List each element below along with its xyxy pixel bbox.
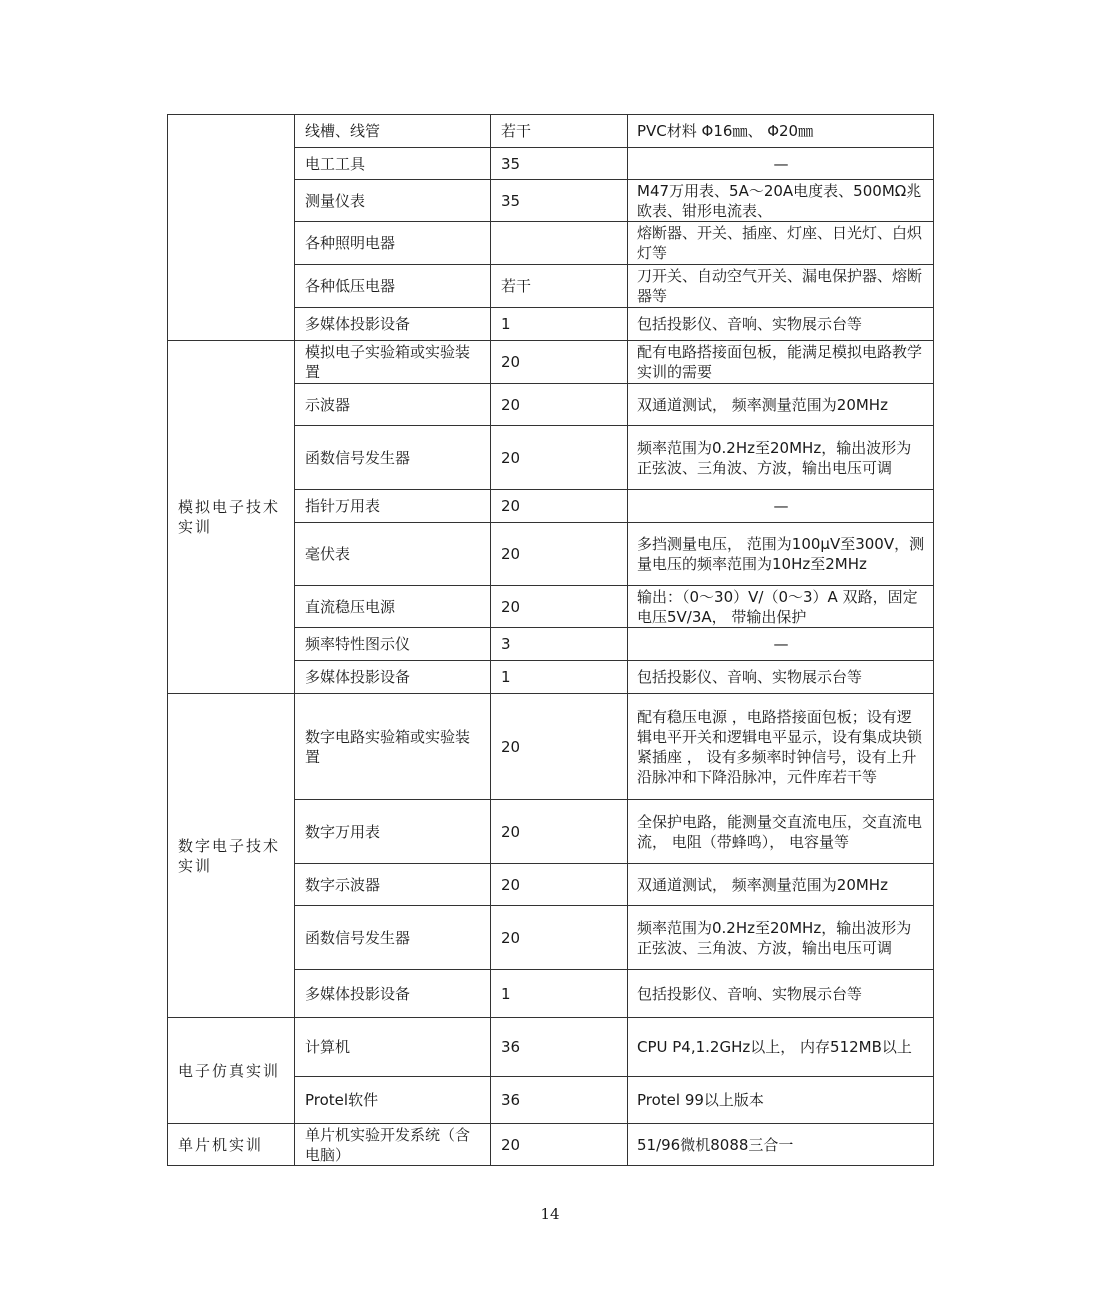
item-name: 单片机实验开发系统（含电脑）: [295, 1124, 491, 1166]
category-cell: 电子仿真实训: [168, 1018, 295, 1124]
table-row: [168, 1018, 934, 1077]
item-name: 数字电路实验箱或实验装置: [295, 694, 491, 800]
item-name: 线槽、线管: [295, 115, 491, 148]
item-quantity: 35: [491, 148, 628, 180]
item-name: 数字示波器: [295, 864, 491, 906]
item-quantity: 20: [491, 1124, 628, 1166]
item-note: 熔断器、开关、插座、灯座、日光灯、白炽灯等: [628, 222, 934, 265]
item-quantity: 20: [491, 864, 628, 906]
item-quantity: 1: [491, 970, 628, 1018]
item-note: 频率范围为0.2Hz至20MHz，输出波形为正弦波、三角波、方波，输出电压可调: [628, 906, 934, 970]
item-quantity: 20: [491, 384, 628, 426]
item-note: PVC材料 Φ16㎜、 Φ20㎜: [628, 115, 934, 148]
item-name: 指针万用表: [295, 490, 491, 523]
item-note: 多挡测量电压， 范围为100μV至300V，测量电压的频率范围为10Hz至2MHz: [628, 523, 934, 586]
table-row: [168, 694, 934, 800]
page-number: 14: [540, 1205, 560, 1223]
item-note: 配有稳压电源 ，电路搭接面包板；设有逻辑电平开关和逻辑电平显示，设有集成块锁紧插座 ， 设有多频率时钟信号，设有上升沿脉冲和下降沿脉冲，元件库若干等: [628, 694, 934, 800]
item-quantity: 若干: [491, 265, 628, 308]
item-note: —: [628, 148, 934, 180]
item-name: 频率特性图示仪: [295, 628, 491, 661]
item-note: 双通道测试， 频率测量范围为20MHz: [628, 384, 934, 426]
item-note: 包括投影仪、音响、实物展示台等: [628, 970, 934, 1018]
item-note: 配有电路搭接面包板，能满足模拟电路教学实训的需要: [628, 341, 934, 384]
item-quantity: 20: [491, 800, 628, 864]
item-name: 毫伏表: [295, 523, 491, 586]
item-note: 全保护电路，能测量交直流电压，交直流电流， 电阻（带蜂鸣）， 电容量等: [628, 800, 934, 864]
item-note: 频率范围为0.2Hz至20MHz，输出波形为正弦波、三角波、方波，输出电压可调: [628, 426, 934, 490]
item-quantity: 36: [491, 1018, 628, 1077]
item-note: M47万用表、5A～20A电度表、500MΩ兆欧表、钳形电流表、: [628, 180, 934, 222]
item-note: 包括投影仪、音响、实物展示台等: [628, 308, 934, 341]
item-quantity: 20: [491, 694, 628, 800]
item-note: 双通道测试， 频率测量范围为20MHz: [628, 864, 934, 906]
item-quantity: 1: [491, 661, 628, 694]
item-quantity: 1: [491, 308, 628, 341]
equipment-table: [167, 114, 934, 1166]
category-cell: 单片机实训: [168, 1124, 295, 1166]
item-note: 刀开关、自动空气开关、漏电保护器、熔断器等: [628, 265, 934, 308]
item-quantity: 20: [491, 341, 628, 384]
item-quantity: 20: [491, 426, 628, 490]
item-quantity: 36: [491, 1077, 628, 1124]
item-quantity: 若干: [491, 115, 628, 148]
item-name: 各种照明电器: [295, 222, 491, 265]
item-name: 示波器: [295, 384, 491, 426]
item-quantity: 20: [491, 523, 628, 586]
item-name: 函数信号发生器: [295, 426, 491, 490]
item-name: 多媒体投影设备: [295, 661, 491, 694]
item-name: 函数信号发生器: [295, 906, 491, 970]
table-row: [168, 115, 934, 148]
item-quantity: 20: [491, 906, 628, 970]
item-quantity: [491, 222, 628, 265]
item-name: 直流稳压电源: [295, 586, 491, 628]
item-name: 电工工具: [295, 148, 491, 180]
item-name: 测量仪表: [295, 180, 491, 222]
item-name: 计算机: [295, 1018, 491, 1077]
category-cell: 数字电子技术实训: [168, 694, 295, 1018]
item-note: —: [628, 490, 934, 523]
table-row: [168, 1124, 934, 1166]
item-note: Protel 99以上版本: [628, 1077, 934, 1124]
item-name: Protel软件: [295, 1077, 491, 1124]
item-quantity: 3: [491, 628, 628, 661]
item-name: 数字万用表: [295, 800, 491, 864]
item-name: 多媒体投影设备: [295, 308, 491, 341]
item-name: 模拟电子实验箱或实验装置: [295, 341, 491, 384]
item-note: 51/96微机8088三合一: [628, 1124, 934, 1166]
item-name: 各种低压电器: [295, 265, 491, 308]
item-note: CPU P4,1.2GHz以上， 内存512MB以上: [628, 1018, 934, 1077]
item-note: —: [628, 628, 934, 661]
category-cell: 模拟电子技术实训: [168, 341, 295, 694]
item-name: 多媒体投影设备: [295, 970, 491, 1018]
item-note: 包括投影仪、音响、实物展示台等: [628, 661, 934, 694]
item-quantity: 20: [491, 586, 628, 628]
item-quantity: 35: [491, 180, 628, 222]
category-cell-empty: [168, 115, 295, 341]
item-quantity: 20: [491, 490, 628, 523]
table-row: [168, 341, 934, 384]
item-note: 输出：（0～30）V/（0～3）A 双路，固定电压5V/3A， 带输出保护: [628, 586, 934, 628]
